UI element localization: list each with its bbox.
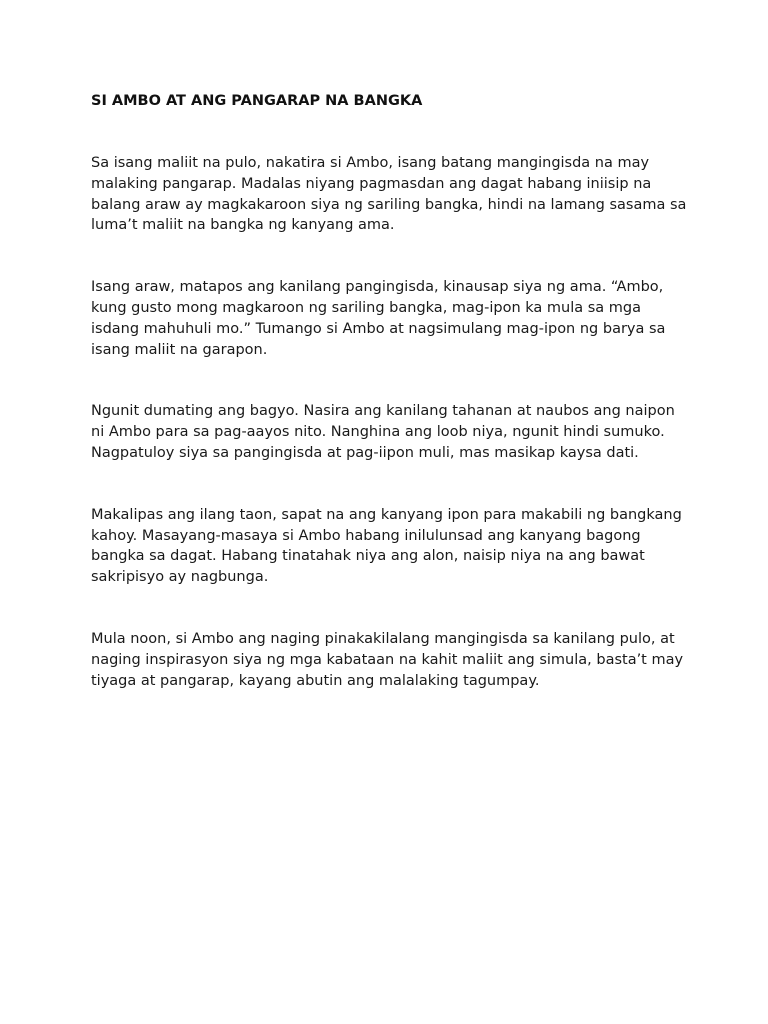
paragraph-3: Ngunit dumating ang bagyo. Nasira ang kanilang tahanan at naubos ang naipon ni Ambo para sa pag-aayos nito. Nanghina ang loob niya, ngunit hindi sumuko. Nagpatuloy siya sa pangingisda at pag-iipon muli, mas masikap kaysa dati. (91, 403, 675, 461)
paragraph-5: Mula noon, si Ambo ang naging pinakakilalang mangingisda sa kanilang pulo, at naging inspirasyon siya ng mga kabataan na kahit maliit ang simula, basta’t may tiyaga at pangarap, kayang abutin ang malalaking tagumpay. (91, 630, 684, 689)
document-title: SI AMBO AT ANG PANGARAP NA BANGKA (91, 93, 423, 109)
paragraph-2: Isang araw, matapos ang kanilang pangingisda, kinausap siya ng ama. “Ambo, kung gusto mong magkaroon ng sariling bangka, mag-ipon ka mula sa mga isdang mahuhuli mo.” Tumango si Ambo at nagsimulang mag-ipon ng barya sa isang maliit na garapon. (91, 279, 666, 358)
paragraph-4: Makalipas ang ilang taon, sapat na ang kanyang ipon para makabili ng bangkang kahoy. Masayang-masaya si Ambo habang inilulunsad ang kanyang bagong bangka sa dagat. Habang tinatahak niya ang alon, naisip niya na ang bawat sakripisyo ay nagbunga. (91, 506, 682, 586)
document-page (91, 91, 691, 732)
paragraph-1: Sa isang maliit na pulo, nakatira si Ambo, isang batang mangingisda na may malaking pangarap. Madalas niyang pagmasdan ang dagat habang iniisip na balang araw ay magkakaroon siya ng sariling bangka, hindi na lamang sasama sa luma’t maliit na bangka ng kanyang ama. (91, 155, 687, 234)
